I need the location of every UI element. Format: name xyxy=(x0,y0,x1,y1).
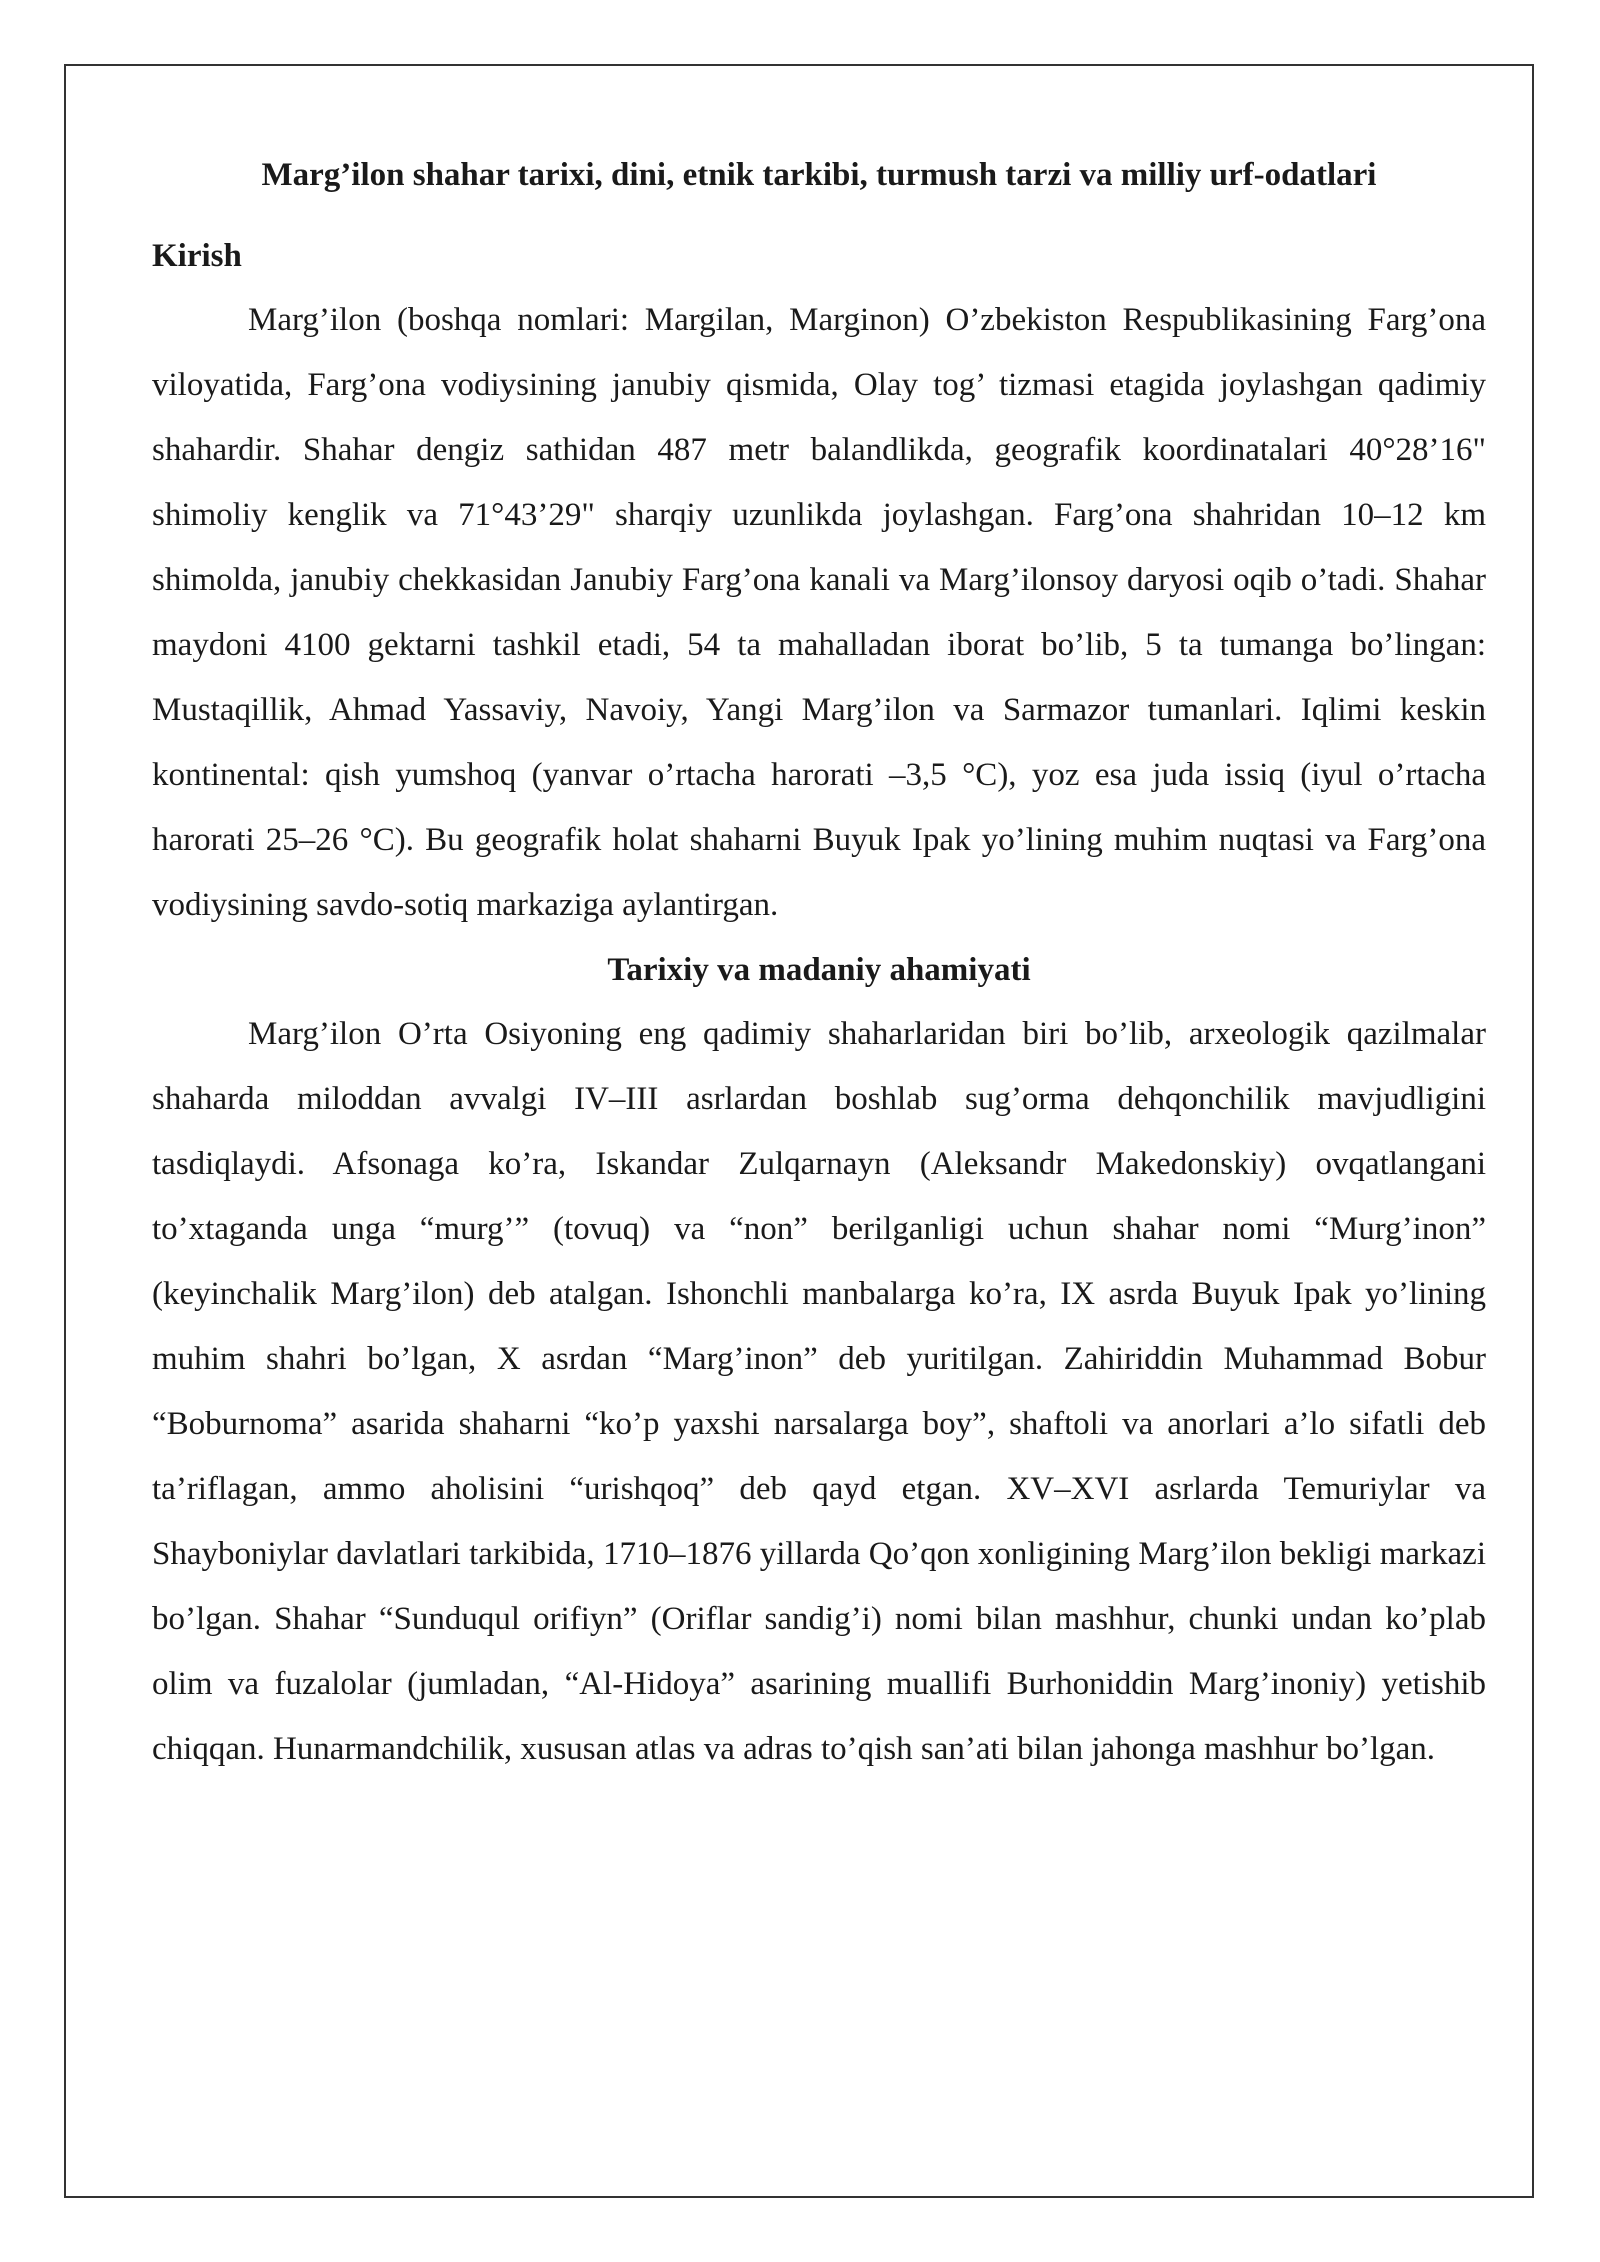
document-title: Marg’ilon shahar tarixi, dini, etnik tarkibi, turmush tarzi va milliy urf-odatlari xyxy=(261,157,1377,193)
section-heading-introduction: Kirish xyxy=(152,238,242,274)
document-body xyxy=(152,148,1486,1782)
history-paragraph: Marg’ilon O’rta Osiyoning eng qadimiy shaharlaridan biri bo’lib, arxeologik qazilmalar shaharda miloddan avvalgi IV–III asrlardan boshlab sug’orma dehqonchilik mavjudligini tasdiqlaydi. Afsonaga ko’ra, Iskandar Zulqarnayn (Aleksandr Makedonskiy) ovqatlangani to’xtaganda unga “murg’” (tovuq) va “non” berilganligi uchun shahar nomi “Murg’inon” (keyinchalik Marg’ilon) deb atalgan. Ishonchli manbalarga ko’ra, IX asrda Buyuk Ipak yo’lining muhim shahri bo’lgan, X asrdan “Marg’inon” deb yuritilgan. Zahiriddin Muhammad Bobur “Boburnoma” asarida shaharni “ko’p yaxshi narsalarga boy”, shaftoli va anorlari a’lo sifatli deb ta’riflagan, ammo aholisini “urishqoq” deb qayd etgan. XV–XVI asrlarda Temuriylar va Shayboniylar davlatlari tarkibida, 1710–1876 yillarda Qo’qon xonligining Marg’ilon bekligi markazi bo’lgan. Shahar “Sunduqul orifiyn” (Oriflar sandig’i) nomi bilan mashhur, chunki undan ko’plab olim va fuzalolar (jumladan, “Al-Hidoya” asarining muallifi Burhoniddin Marg’inoniy) yetishib chiqqan. Hunarmandchilik, xususan atlas va adras to’qish san’ati bilan jahonga mashhur bo’lgan. xyxy=(152,1016,1486,1767)
introduction-paragraph: Marg’ilon (boshqa nomlari: Margilan, Marginon) O’zbekiston Respublikasining Farg’ona viloyatida, Farg’ona vodiysining janubiy qismida, Olay tog’ tizmasi etagida joylashgan qadimiy shahardir. Shahar dengiz sathidan 487 metr balandlikda, geografik koordinatalari 40°28’16" shimoliy kenglik va 71°43’29" sharqiy uzunlikda joylashgan. Farg’ona shahridan 10–12 km shimolda, janubiy chekkasidan Janubiy Farg’ona kanali va Marg’ilonsoy daryosi oqib o’tadi. Shahar maydoni 4100 gektarni tashkil etadi, 54 ta mahalladan iborat bo’lib, 5 ta tumanga bo’lingan: Mustaqillik, Ahmad Yassaviy, Navoiy, Yangi Marg’ilon va Sarmazor tumanlari. Iqlimi keskin kontinental: qish yumshoq (yanvar o’rtacha harorati –3,5 °C), yoz esa juda issiq (iyul o’rtacha harorati 25–26 °C). Bu geografik holat shaharni Buyuk Ipak yo’lining muhim nuqtasi va Farg’ona vodiysining savdo-sotiq markaziga aylantirgan. xyxy=(152,302,1486,923)
section-heading-history: Tarixiy va madaniy ahamiyati xyxy=(607,952,1031,988)
